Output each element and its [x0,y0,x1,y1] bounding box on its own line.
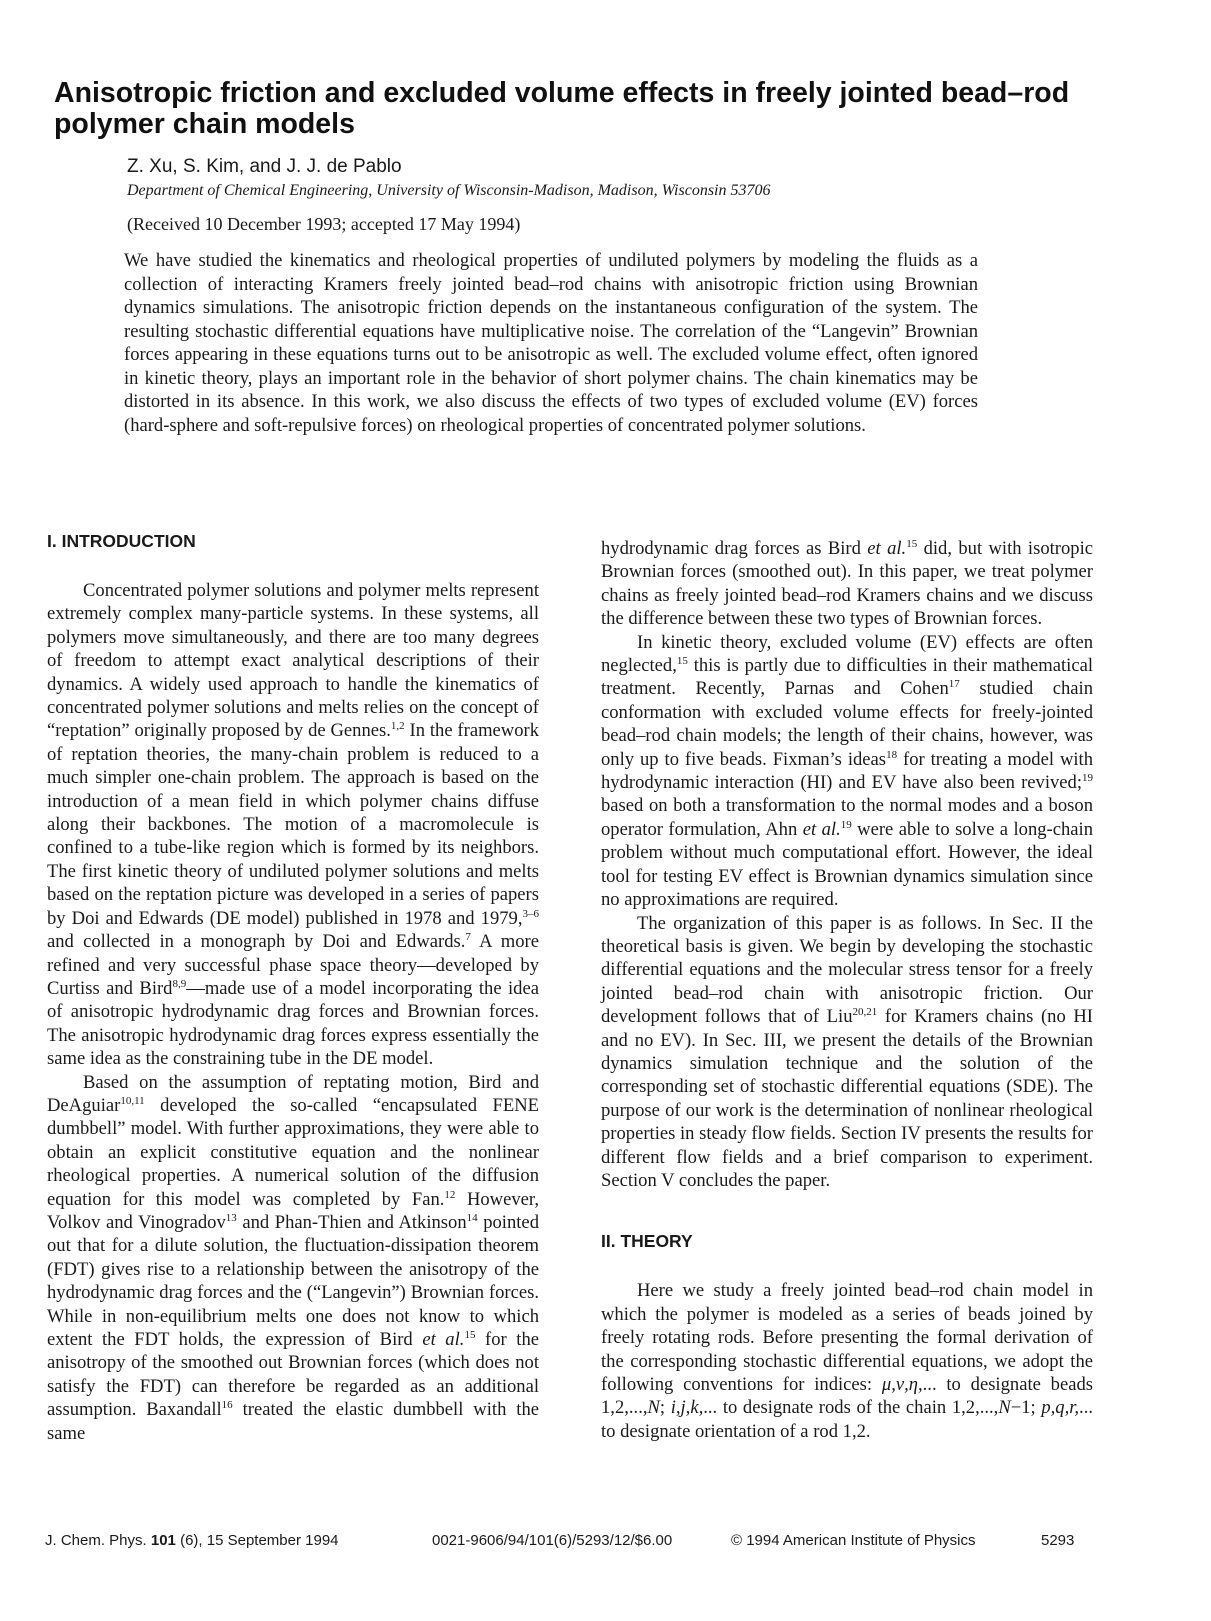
page-footer [0,1530,1211,1552]
page-number: 5293 [1041,1532,1075,1549]
affiliation: Department of Chemical Engineering, University of Wisconsin-Madison, Madison, Wisconsin 53706 [127,182,771,199]
section-heading-theory: II. THEORY [601,1231,693,1252]
paragraph: Based on the assumption of reptating motion, Bird and DeAguiar$^{10,11}$ developed the so-called “encapsulated FENE dumbbell” model. With further approximations, they were able to obtain an explicit constitutive equation and the nonlinear rheological properties. A numerical solution of the diffusion equation for this model was completed by Fan.$^{12}$ However, Volkov and Vinogradov$^{13}$ and Phan-Thien and Atkinson$^{14}$ pointed out that for a dilute solution, the fluctuation-dissipation theorem (FDT) gives rise to a relationship between the anisotropy of the hydrodynamic drag forces and the (“Langevin”) Brownian forces. While in non-equilibrium melts one does not know to which extent the FDT holds, the expression of Bird et al.$^{15}$ for the anisotropy of the smoothed out Brownian forces (which does not satisfy the FDT) can therefore be regarded as an additional assumption. Baxandall$^{16}$ treated the elastic dumbbell with the same [47,1071,540,1444]
paragraph: In kinetic theory, excluded volume (EV) effects are often neglected,$^{15}$ this is partly due to difficulties in their mathematical treatment. Recently, Parnas and Cohen$^{17}$ studied chain conformation with excluded volume effects for freely-jointed bead–rod chain models; the length of their chains, however, was only up to five beads. Fixman’s ideas$^{18}$ for treating a model with hydrodynamic interaction (HI) and EV have also been revived;$^{19}$ based on both a transformation to the normal modes and a boson operator formulation, Ahn et al.$^{19}$ were able to solve a long-chain problem without much computational effort. However, the ideal tool for testing EV effect is Brownian dynamics simulation since no approximations are required. [601,631,1094,911]
abstract: We have studied the kinematics and rheological properties of undiluted polymers by modeling the fluids as a collection of interacting Kramers freely jointed bead–rod chains with anisotropic friction using Brownian dynamics simulations. The anisotropic friction depends on the instantaneous configuration of the system. The resulting stochastic differential equations have multiplicative noise. The correlation of the “Langevin” Brownian forces appearing in these equations turns out to be anisotropic as well. The excluded volume effect, often ignored in kinetic theory, plays an important role in the behavior of short polymer chains. The chain kinematics may be distorted in its absence. In this work, we also discuss the effects of two types of excluded volume (EV) forces (hard-sphere and soft-repulsive forces) on rheological properties of concentrated polymer solutions. [124,250,978,436]
paragraph: Concentrated polymer solutions and polymer melts represent extremely complex many-particle systems. In these systems, all polymers move simultaneously, and there are too many degrees of freedom to attempt exact analytical descriptions of their dynamics. A widely used approach to handle the kinematics of concentrated polymer solutions and melts relies on the concept of “reptation” originally proposed by de Gennes.$^{1,2}$ In the framework of reptation theories, the many-chain problem is reduced to a much simpler one-chain problem. The approach is based on the introduction of a mean field in which polymer chains diffuse along their backbones. The motion of a macromolecule is confined to a tube-like region which is formed by its neighbors. The first kinetic theory of undiluted polymer solutions and melts based on the reptation picture was developed in a series of papers by Doi and Edwards (DE model) published in 1978 and 1979,$^{3-6}$ and collected in a monograph by Doi and Edwards.$^7$ A more refined and very successful phase space theory—developed by Curtiss and Bird$^{8,9}$—made use of a model incorporating the idea of anisotropic hydrodynamic drag forces and Brownian forces. The anisotropic hydrodynamic drag forces express essentially the same idea as the constraining tube in the DE model. [47,580,539,1070]
volume-number: 101 [150,1532,176,1549]
journal-citation: J. Chem. Phys. 101 (6), 15 September 1994 [45,1532,339,1549]
copyright-notice: © 1994 American Institute of Physics [731,1532,976,1549]
paragraph: Here we study a freely jointed bead–rod chain model in which the polymer is modeled as a series of beads joined by freely rotating rods. Before presenting the formal derivation of the corresponding stochastic differential equations, we adopt the following conventions for indices: μ,ν,η,... to designate beads 1,2,...,N; i,j,k,... to designate rods of the chain 1,2,...,N−1; p,q,r,... to designate orientation of a rod 1,2. [601,1280,1093,1442]
article-code: 0021-9606/94/101(6)/5293/12/$6.00 [432,1532,673,1549]
paragraph: The organization of this paper is as follows. In Sec. II the theoretical basis is given. We begin by developing the stochastic differential equations and the molecular stress tensor for a freely jointed bead–rod chain with anisotropic friction. Our development follows that of Liu$^{20,21}$ for Kramers chains (no HI and no EV). In Sec. III, we present the details of the Brownian dynamics simulation technique and the solution of the corresponding set of stochastic differential equations (SDE). The purpose of our work is the determination of nonlinear rheological properties in steady flow fields. Section IV presents the results for different flow fields and a brief comparison to experiment. Section V concludes the paper. [601,912,1093,1191]
received-date: (Received 10 December 1993; accepted 17 May 1994) [127,214,521,234]
right-column [601,537,1093,1443]
left-column [47,530,539,1445]
author-list: Z. Xu, S. Kim, and J. J. de Pablo [127,156,402,177]
section-heading-introduction: I. INTRODUCTION [47,531,196,551]
paper-title: Anisotropic friction and excluded volume effects in freely jointed bead–rod polymer chain models [54,77,1070,140]
paragraph: hydrodynamic drag forces as Bird et al.$^{15}$ did, but with isotropic Brownian forces (smoothed out). In this paper, we treat polymer chains as freely jointed bead–rod Kramers chains and we discuss the difference between these two types of Brownian forces. [601,538,1093,630]
